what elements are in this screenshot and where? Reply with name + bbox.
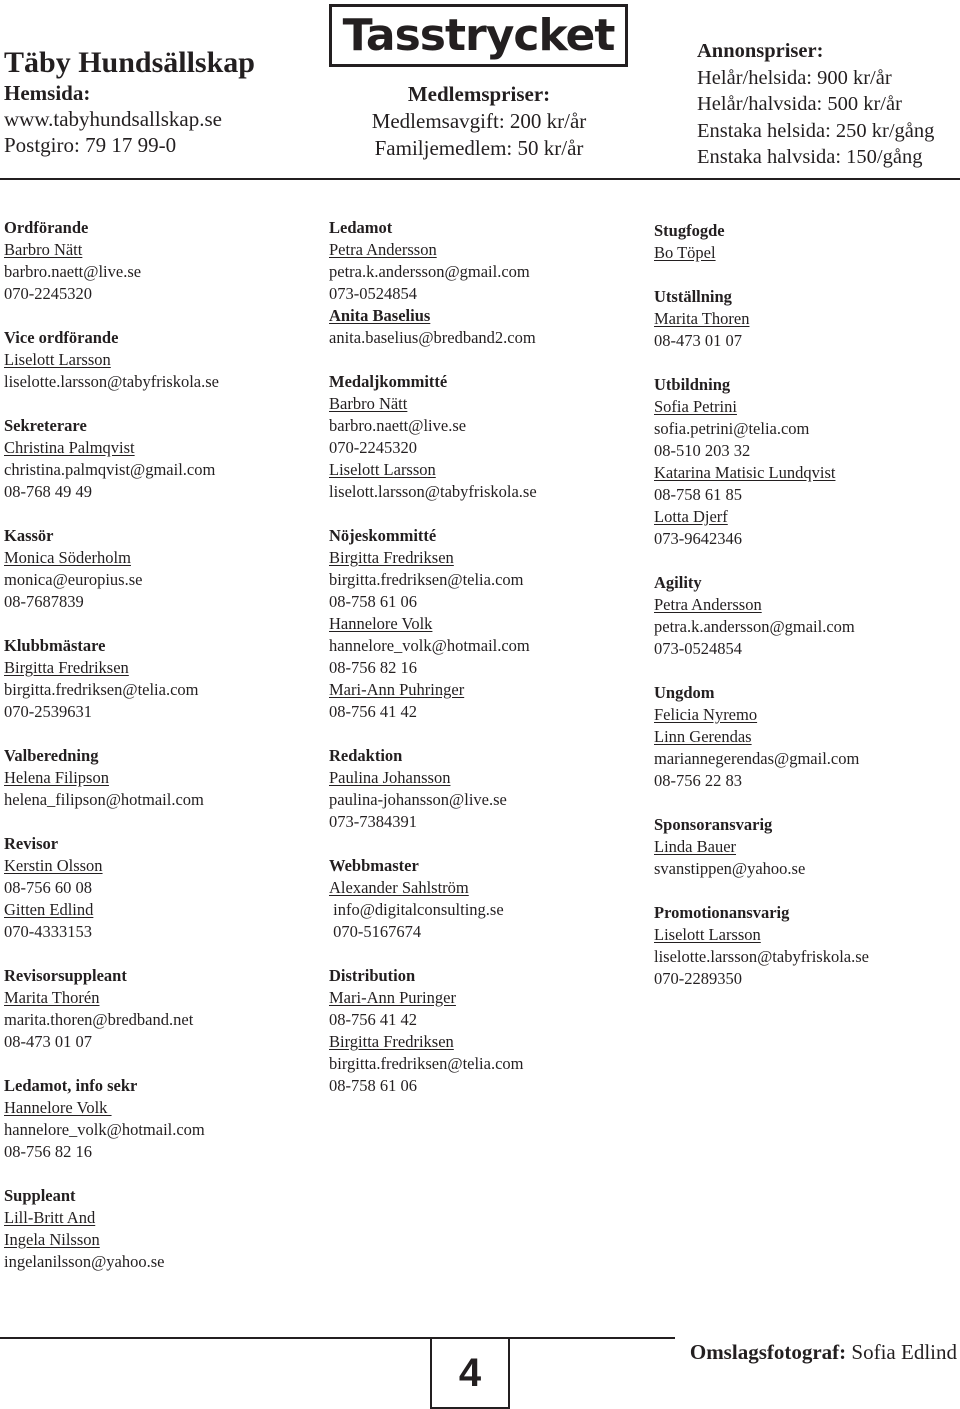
contact-email[interactable]: svanstippen@yahoo.se bbox=[654, 859, 806, 878]
contact-section bbox=[329, 525, 639, 723]
section-title: Ordförande bbox=[4, 218, 89, 237]
header-club-info bbox=[4, 46, 304, 158]
contact-email[interactable]: mariannegerendas@gmail.com bbox=[654, 749, 860, 768]
ad-price: Enstaka helsida: 250 kr/gång bbox=[697, 119, 935, 142]
club-name: Täby Hundsällskap bbox=[4, 46, 255, 79]
contact-phone: 08-758 61 85 bbox=[654, 485, 742, 504]
header-ad-prices bbox=[697, 38, 959, 171]
contact-phone: 073-0524854 bbox=[329, 284, 417, 303]
contact-section bbox=[329, 855, 639, 943]
newsletter-logo bbox=[329, 4, 628, 67]
contact-section bbox=[4, 525, 314, 613]
contact-section bbox=[654, 682, 960, 792]
contact-name[interactable]: Ingela Nilsson bbox=[4, 1230, 100, 1249]
section-title: Suppleant bbox=[4, 1186, 76, 1205]
contact-section bbox=[4, 327, 314, 393]
contact-section bbox=[329, 217, 639, 349]
contact-phone: 08-758 61 06 bbox=[329, 1076, 417, 1095]
contact-section bbox=[4, 833, 314, 943]
section-title: Stugfogde bbox=[654, 221, 725, 240]
contact-phone: 073-7384391 bbox=[329, 812, 417, 831]
contact-name[interactable]: Christina Palmqvist bbox=[4, 438, 135, 457]
contact-name[interactable]: Linn Gerendas bbox=[654, 727, 752, 746]
membership-title: Medlemspriser: bbox=[407, 82, 551, 106]
contact-email[interactable]: paulina-johansson@live.se bbox=[329, 790, 507, 809]
contact-section bbox=[4, 1075, 314, 1163]
ad-price: Helår/helsida: 900 kr/år bbox=[697, 66, 892, 89]
logo-text: Tasstrycket bbox=[342, 9, 615, 61]
contact-phone: 073-0524854 bbox=[654, 639, 742, 658]
contact-name[interactable]: Liselott Larsson bbox=[329, 460, 436, 479]
contact-email[interactable]: hannelore_volk@hotmail.com bbox=[4, 1120, 205, 1139]
contact-section bbox=[654, 572, 960, 660]
contact-email[interactable]: liselott.larsson@tabyfriskola.se bbox=[329, 482, 537, 501]
contact-phone: 070-2245320 bbox=[329, 438, 417, 457]
contact-name[interactable]: Hannelore Volk bbox=[329, 614, 433, 633]
contact-name[interactable]: Felicia Nyremo bbox=[654, 705, 758, 724]
contact-section bbox=[654, 220, 960, 264]
section-title: Sponsoransvarig bbox=[654, 815, 773, 834]
section-title: Ungdom bbox=[654, 683, 715, 702]
section-title: Ledamot bbox=[329, 218, 393, 237]
contact-phone: 08-473 01 07 bbox=[654, 331, 742, 350]
section-title: Distribution bbox=[329, 966, 416, 985]
section-title: Nöjeskommitté bbox=[329, 526, 437, 545]
contact-name[interactable]: Barbro Nätt bbox=[4, 240, 83, 259]
contact-name[interactable]: Kerstin Olsson bbox=[4, 856, 103, 875]
section-title: Agility bbox=[654, 573, 702, 592]
contact-email[interactable]: marita.thoren@bredband.net bbox=[4, 1010, 194, 1029]
contact-section bbox=[654, 286, 960, 352]
page-number-box bbox=[430, 1337, 510, 1409]
contact-section bbox=[329, 965, 639, 1097]
ad-price: Enstaka halvsida: 150/gång bbox=[697, 146, 923, 168]
section-title: Valberedning bbox=[4, 746, 99, 765]
contact-section bbox=[329, 745, 639, 833]
contact-name[interactable]: Birgitta Fredriksen bbox=[329, 1032, 454, 1051]
section-title: Sekreterare bbox=[4, 416, 87, 435]
section-title: Kassör bbox=[4, 526, 54, 545]
contact-phone: 08-756 82 16 bbox=[4, 1142, 92, 1161]
contact-name[interactable]: Birgitta Fredriksen bbox=[4, 658, 129, 677]
contact-name[interactable]: Linda Bauer bbox=[654, 837, 737, 856]
header-divider bbox=[0, 178, 960, 180]
contact-section bbox=[4, 635, 314, 723]
contact-name[interactable]: Liselott Larsson bbox=[654, 925, 761, 944]
contact-email[interactable]: birgitta.fredriksen@telia.com bbox=[329, 1054, 524, 1073]
footer-divider-left bbox=[0, 1337, 430, 1339]
section-title: Medaljkommitté bbox=[329, 372, 448, 391]
postgiro: Postgiro: 79 17 99-0 bbox=[4, 133, 177, 157]
photo-credit-name: Sofia Edlind bbox=[851, 1340, 957, 1364]
contact-phone: 08-758 61 06 bbox=[329, 592, 417, 611]
contacts-column-3 bbox=[654, 220, 960, 1012]
contact-section bbox=[4, 1185, 314, 1273]
contact-email[interactable]: barbro.naett@live.se bbox=[329, 416, 467, 435]
contact-email[interactable]: petra.k.andersson@gmail.com bbox=[329, 262, 530, 281]
homepage-url[interactable]: www.tabyhundsallskap.se bbox=[4, 107, 222, 131]
contact-phone: 08-7687839 bbox=[4, 592, 84, 611]
contact-phone: 08-473 01 07 bbox=[4, 1032, 92, 1051]
contact-name[interactable]: Lotta Djerf bbox=[654, 507, 728, 526]
contact-name[interactable]: Liselott Larsson bbox=[4, 350, 111, 369]
family-fee: Familjemedlem: 50 kr/år bbox=[374, 136, 584, 160]
contact-email[interactable]: christina.palmqvist@gmail.com bbox=[4, 460, 216, 479]
contact-name[interactable]: Mari-Ann Puhringer bbox=[329, 680, 465, 699]
contact-section bbox=[654, 374, 960, 550]
contact-section bbox=[4, 217, 314, 305]
contact-phone: 08-756 22 83 bbox=[654, 771, 742, 790]
contact-name[interactable]: Katarina Matisic Lundqvist bbox=[654, 463, 836, 482]
contact-name[interactable]: Marita Thoren bbox=[654, 309, 750, 328]
contact-section bbox=[329, 371, 639, 503]
section-title: Webbmaster bbox=[329, 856, 419, 875]
membership-fee: Medlemsavgift: 200 kr/år bbox=[371, 109, 587, 133]
contact-phone: 070-2245320 bbox=[4, 284, 92, 303]
section-title: Revisor bbox=[4, 834, 59, 853]
contact-email[interactable]: birgitta.fredriksen@telia.com bbox=[4, 680, 199, 699]
photo-credit-label: Omslagsfotograf: bbox=[689, 1340, 847, 1364]
contact-name[interactable]: Petra Andersson bbox=[654, 595, 762, 614]
contact-name[interactable]: Anita Baselius bbox=[329, 306, 431, 325]
contact-email[interactable]: info@digitalconsulting.se bbox=[329, 900, 504, 919]
contact-phone: 073-9642346 bbox=[654, 529, 742, 548]
footer-divider-right bbox=[510, 1337, 675, 1339]
contact-email[interactable]: helena_filipson@hotmail.com bbox=[4, 790, 204, 809]
contact-name[interactable]: Lill-Britt And bbox=[4, 1208, 96, 1227]
contact-name[interactable]: Gitten Edlind bbox=[4, 900, 94, 919]
contact-section bbox=[654, 902, 960, 990]
ad-price: Helår/halvsida: 500 kr/år bbox=[697, 93, 902, 115]
contacts-column-2 bbox=[329, 217, 639, 1119]
ads-title: Annonspriser: bbox=[697, 40, 824, 62]
homepage-label: Hemsida: bbox=[4, 81, 91, 105]
contacts-column-1 bbox=[4, 217, 314, 1295]
section-title: Redaktion bbox=[329, 746, 403, 765]
contact-phone: 070-2289350 bbox=[654, 969, 742, 988]
contact-phone: 08-756 82 16 bbox=[329, 658, 417, 677]
contact-name[interactable]: Birgitta Fredriksen bbox=[329, 548, 454, 567]
contact-name[interactable]: Monica Söderholm bbox=[4, 548, 131, 567]
contact-phone: 070-4333153 bbox=[4, 922, 92, 941]
contact-email[interactable]: petra.k.andersson@gmail.com bbox=[654, 617, 855, 636]
contact-phone: 08-756 60 08 bbox=[4, 878, 92, 897]
contact-phone: 070-5167674 bbox=[329, 922, 422, 941]
section-title: Vice ordförande bbox=[4, 328, 119, 347]
contact-name[interactable]: Alexander Sahlström bbox=[329, 878, 469, 897]
contact-phone: 08-756 41 42 bbox=[329, 702, 417, 721]
contact-name[interactable]: Marita Thorén bbox=[4, 988, 100, 1007]
contact-email[interactable]: ingelanilsson@yahoo.se bbox=[4, 1252, 165, 1271]
contact-email[interactable]: monica@europius.se bbox=[4, 570, 143, 589]
contact-section bbox=[4, 965, 314, 1053]
section-title: Utbildning bbox=[654, 375, 731, 394]
header-membership-prices bbox=[330, 81, 628, 162]
contact-email[interactable]: barbro.naett@live.se bbox=[4, 262, 142, 281]
section-title: Utställning bbox=[654, 287, 732, 306]
contact-phone: 08-510 203 32 bbox=[654, 441, 751, 460]
contact-phone: 08-756 41 42 bbox=[329, 1010, 417, 1029]
contact-name[interactable]: Mari-Ann Puringer bbox=[329, 988, 456, 1007]
contact-email[interactable]: anita.baselius@bredband2.com bbox=[329, 328, 536, 347]
contact-section bbox=[4, 415, 314, 503]
contact-section bbox=[654, 814, 960, 880]
contact-phone: 070-2539631 bbox=[4, 702, 92, 721]
section-title: Ledamot, info sekr bbox=[4, 1076, 138, 1095]
contact-name[interactable]: Helena Filipson bbox=[4, 768, 109, 787]
contact-name[interactable]: Sofia Petrini bbox=[654, 397, 737, 416]
section-title: Klubbmästare bbox=[4, 636, 106, 655]
contact-name[interactable]: Paulina Johansson bbox=[329, 768, 451, 787]
contact-name[interactable]: Bo Töpel bbox=[654, 243, 716, 262]
contact-phone: 08-768 49 49 bbox=[4, 482, 92, 501]
page-number: 4 bbox=[458, 1350, 482, 1395]
contact-name[interactable]: Barbro Nätt bbox=[329, 394, 408, 413]
photo-credit bbox=[690, 1340, 957, 1365]
contact-email[interactable]: sofia.petrini@telia.com bbox=[654, 419, 810, 438]
contact-email[interactable]: hannelore_volk@hotmail.com bbox=[329, 636, 530, 655]
contact-section bbox=[4, 745, 314, 811]
contact-email[interactable]: birgitta.fredriksen@telia.com bbox=[329, 570, 524, 589]
section-title: Promotionansvarig bbox=[654, 903, 790, 922]
section-title: Revisorsuppleant bbox=[4, 966, 127, 985]
contact-email[interactable]: liselotte.larsson@tabyfriskola.se bbox=[4, 372, 219, 391]
contact-name[interactable]: Hannelore Volk bbox=[4, 1098, 112, 1117]
contact-email[interactable]: liselotte.larsson@tabyfriskola.se bbox=[654, 947, 869, 966]
contact-name[interactable]: Petra Andersson bbox=[329, 240, 437, 259]
